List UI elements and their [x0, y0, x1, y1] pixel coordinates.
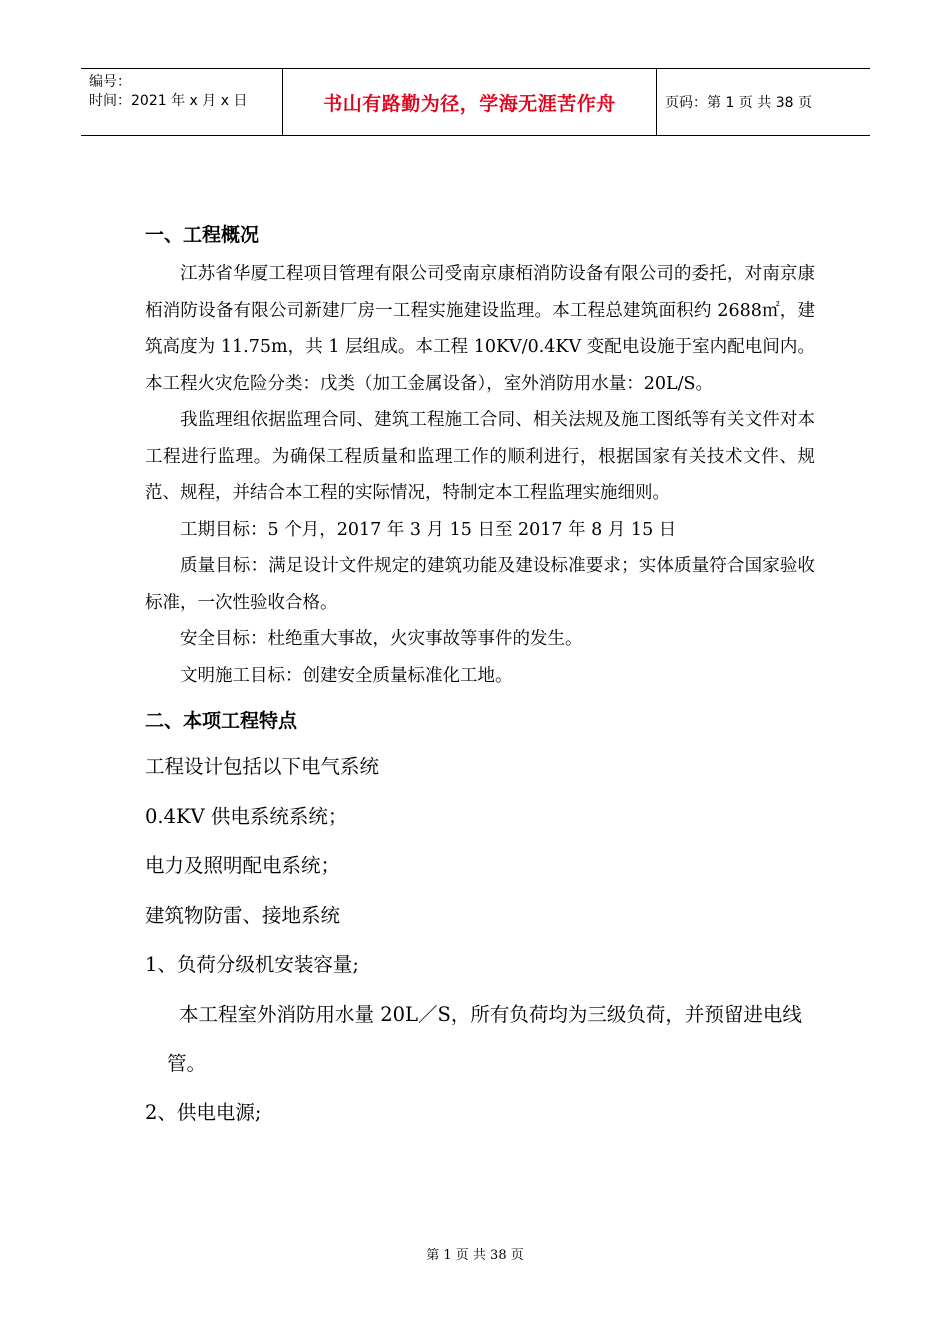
- systems-intro: 工程设计包括以下电气系统: [145, 755, 380, 778]
- basis-paragraph: 我监理组依据监理合同、建筑工程施工合同、相关法规及施工图纸等有关文件对本工程进行监理。为确保工程质量和监理工作的顺利进行，根据国家有关技术文件、规范、规程，并结合本工程的实际情况，特制定本工程监理实施细则。: [145, 410, 815, 503]
- document-header: [81, 68, 870, 136]
- overview-paragraph: 江苏省华厦工程项目管理有限公司受南京康栢消防设备有限公司的委托，对南京康栢消防设备有限公司新建厂房一工程实施建设监理。本工程总建筑面积约 2688㎡，建筑高度为 11.75m，共 1 层组成。本工程 10KV/0.4KV 变配电设施于室内配电间内。本工程火灾危险分类：戊类（加工金属设备），室外消防用水量：20L/S。: [145, 264, 815, 394]
- system-item: 建筑物防雷、接地系统: [145, 903, 341, 927]
- page-footer: 第 1 页 共 38 页: [426, 1248, 524, 1263]
- number-label: 编号：: [89, 74, 131, 90]
- item1-text: 本工程室外消防用水量 20L／S，所有负荷均为三级负荷，并预留进电线管。: [167, 1002, 802, 1075]
- item1-title: 1、负荷分级机安装容量;: [145, 953, 359, 976]
- system-item: 0.4KV 供电系统系统；: [145, 804, 348, 828]
- system-item: 电力及照明配电系统；: [145, 854, 341, 877]
- time-label: 时间：2021 年 x 月 x 日: [89, 93, 248, 109]
- header-meta: [81, 69, 282, 135]
- header-page-info: 页码：第 1 页 共 38 页: [665, 95, 812, 111]
- item2-title: 2、供电电源;: [145, 1100, 262, 1124]
- safety-goal: 安全目标：杜绝重大事故，火灾事故等事件的发生。: [180, 629, 583, 649]
- header-motto: 书山有路勤为径，学海无涯苦作舟: [282, 69, 657, 135]
- section-title-features: 二、本项工程特点: [145, 710, 298, 732]
- document-body: [145, 214, 815, 1137]
- civilized-construction-goal: 文明施工目标：创建安全质量标准化工地。: [180, 665, 513, 686]
- quality-goal: 质量目标：满足设计文件规定的建筑功能及建设标准要求；实体质量符合国家验收标准，一次性验收合格。: [145, 556, 815, 613]
- schedule-goal: 工期目标：5 个月，2017 年 3 月 15 日至 2017 年 8 月 15 日: [180, 519, 677, 540]
- section-title-overview: 一、工程概况: [145, 224, 260, 246]
